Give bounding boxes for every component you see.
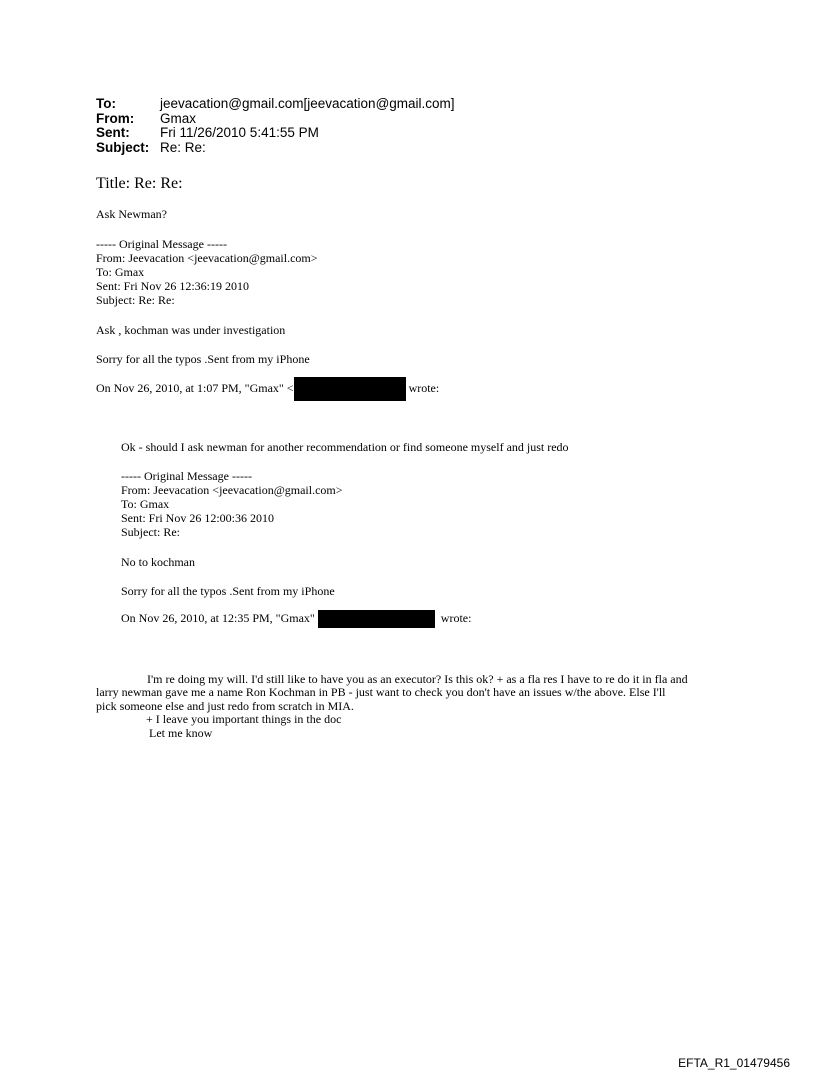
quote2-reply: Ok - should I ask newman for another recommendation or find someone myself and just redo [121,440,569,454]
header-from-row [96,112,455,127]
quote1-to: To: Gmax [96,265,145,279]
quote1-divider: ----- Original Message ----- [96,237,227,251]
quote1-signature: Sorry for all the typos .Sent from my iPhone [96,352,310,366]
quote1-wrote-prefix: On Nov 26, 2010, at 1:07 PM, "Gmax" < [96,380,294,395]
sent-value: Fri 11/26/2010 5:41:55 PM [160,125,319,140]
quote1-subject: Subject: Re: Re: [96,293,175,307]
subject-label: Subject: [96,139,150,155]
quote2-from: From: Jeevacation <jeevacation@gmail.com> [121,483,343,497]
original-line-5: Let me know [149,725,213,740]
sent-label: Sent: [96,125,130,140]
message-title: Title: Re: Re: [96,175,183,192]
quote2-divider: ----- Original Message ----- [121,469,252,483]
redaction-box [294,377,406,401]
quote1-body: Ask , kochman was under investigation [96,323,286,337]
from-label: From: [96,110,135,126]
quote1-wrote-line [96,377,439,401]
to-label: To: [96,96,116,111]
original-message-body [96,673,726,740]
quote1-wrote-suffix: wrote: [408,380,440,395]
quote2-wrote-prefix: On Nov 26, 2010, at 12:35 PM, "Gmax" [121,610,318,625]
redaction-box [318,610,435,628]
quote2-sent: Sent: Fri Nov 26 12:00:36 2010 [121,511,275,525]
quote2-to: To: Gmax [121,497,170,511]
document-id: EFTA_R1_01479456 [678,1056,790,1070]
quote2-signature: Sorry for all the typos .Sent from my iPhone [121,584,335,598]
original-line-1: I'm re doing my will. I'd still like to have you as an executor? Is this ok? + as a fla res I have to re do it in fla and [147,672,688,686]
to-value: jeevacation@gmail.com[jeevacation@gmail.com] [160,96,455,111]
reply-text: Ask Newman? [96,207,167,221]
quote2-subject: Subject: Re: [121,525,180,539]
quote2-wrote-line [121,610,471,628]
header-sent-row [96,126,455,141]
header-to-row [96,97,455,112]
original-line-2: larry newman gave me a name Ron Kochman in PB - just want to check you don't have an issues w/the above. Else I'll [96,685,666,700]
original-line-4: + I leave you important things in the doc [146,712,342,727]
original-line-3: pick someone else and just redo from scratch in MIA. [96,698,354,713]
subject-value: Re: Re: [160,139,206,155]
from-value: Gmax [160,110,197,126]
header-subject-row [96,141,455,156]
quote1-sent: Sent: Fri Nov 26 12:36:19 2010 [96,279,250,293]
quote2-body: No to kochman [121,555,195,569]
quote1-from: From: Jeevacation <jeevacation@gmail.com> [96,251,318,265]
email-header [96,97,455,155]
quote2-wrote-suffix: wrote: [440,610,472,625]
